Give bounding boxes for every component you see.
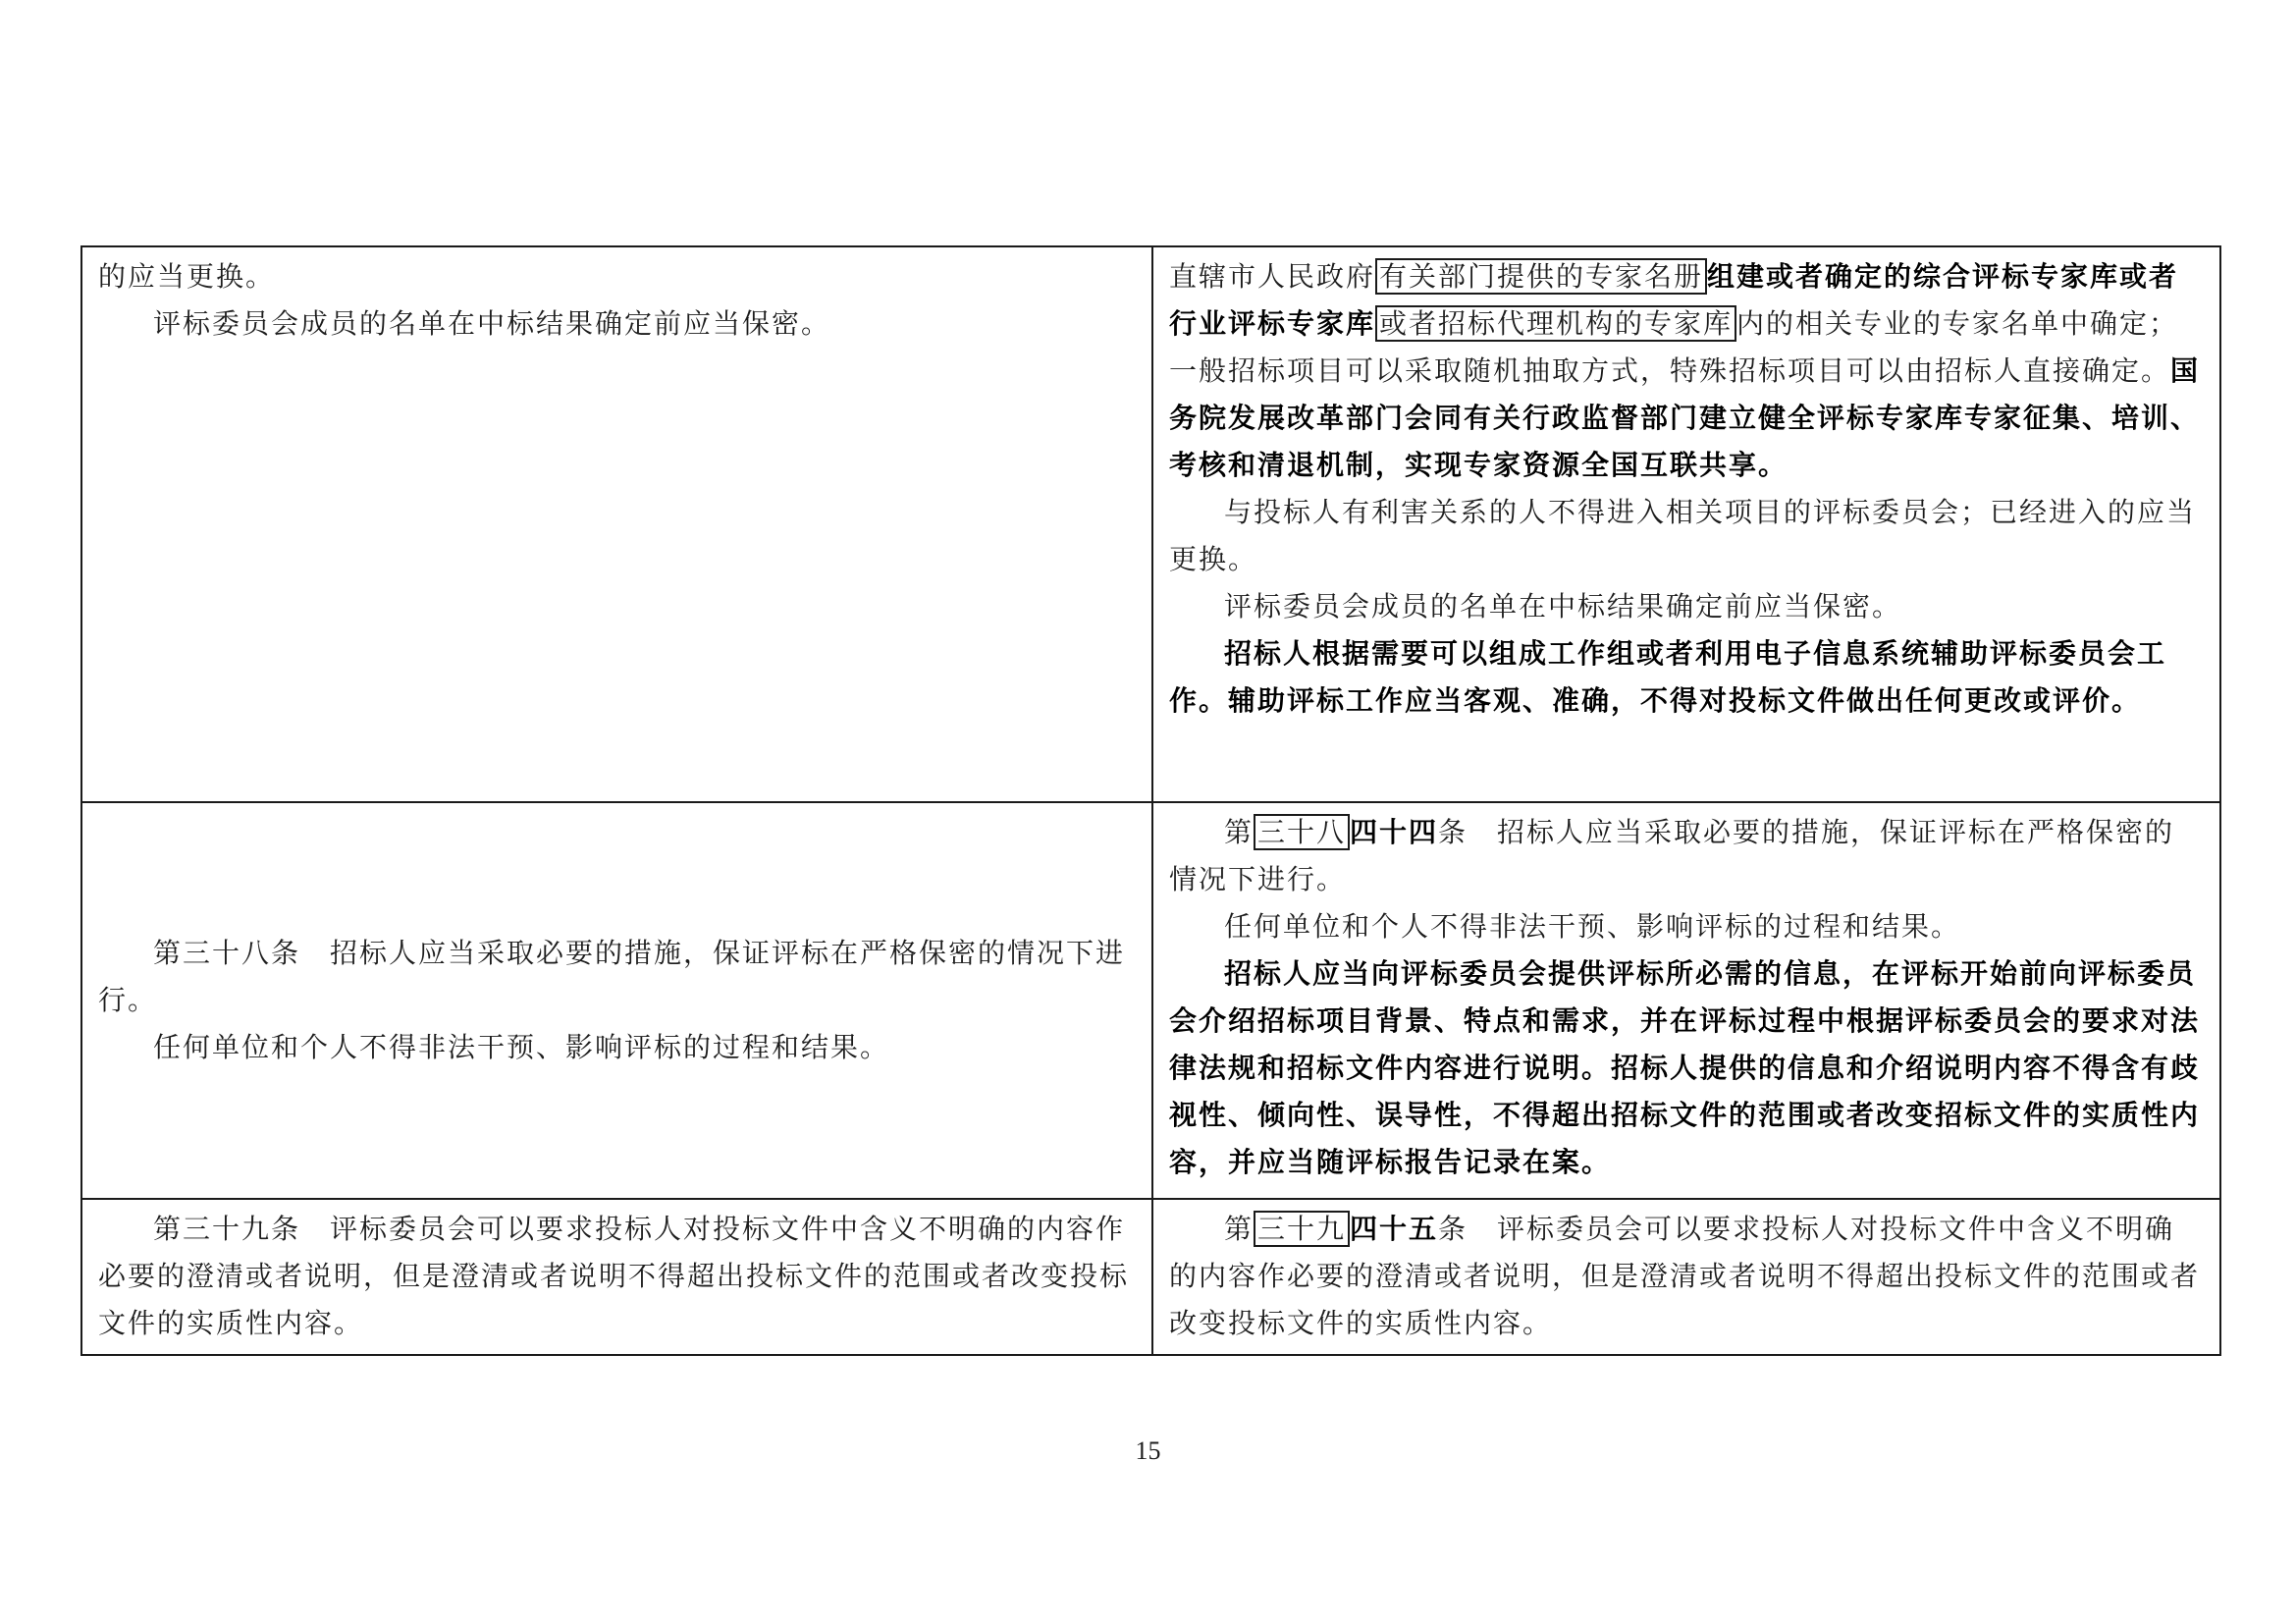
added-text: 组建或者确定的综合评标专家库或者行业评标专家库 xyxy=(1169,260,2179,340)
comparison-table xyxy=(80,245,2221,1356)
original-text-cell xyxy=(81,802,1152,1199)
added-paragraph: 招标人应当向评标委员会提供评标所必需的信息，在评标开始前向评标委员会介绍招标项目背景、特点和需求，并在评标过程中根据评标委员会的要求对法律法规和招标文件内容进行说明。招标人提供的信息和介绍说明内容不得含有歧视性、倾向性、误导性，不得超出招标文件的范围或者改变招标文件的实质性内容，并应当随评标报告记录在案。 xyxy=(1169,957,2201,1178)
paragraph: 任何单位和个人不得非法干预、影响评标的过程和结果。 xyxy=(1224,910,1961,943)
paragraph: 任何单位和个人不得非法干预、影响评标的过程和结果。 xyxy=(153,1031,890,1063)
table-row xyxy=(81,802,2220,1199)
added-text: 四十四 xyxy=(1350,816,1439,848)
page-number: 15 xyxy=(1135,1436,1161,1465)
paragraph: 评标委员会成员的名单在中标结果确定前应当保密。 xyxy=(153,307,831,340)
paragraph xyxy=(1169,809,2204,903)
added-paragraph: 招标人根据需要可以组成工作组或者利用电子信息系统辅助评标委员会工作。辅助评标工作应当客观、准确，不得对投标文件做出任何更改或评价。 xyxy=(1169,637,2167,717)
deleted-text: 三十八 xyxy=(1254,814,1350,850)
table-row xyxy=(81,246,2220,802)
revised-text-cell xyxy=(1152,246,2220,802)
revised-text-cell xyxy=(1152,1199,2220,1355)
paragraph: 评标委员会成员的名单在中标结果确定前应当保密。 xyxy=(1224,590,1902,623)
text: 条 评标委员会可以要求投标人对投标文件中含义不明确的内容作必要的澄清或者说明，但是澄清或者说明不得超出投标文件的范围或者改变投标文件的实质性内容。 xyxy=(1169,1213,2201,1339)
paragraph xyxy=(1169,1206,2204,1347)
text: 条 招标人应当采取必要的措施，保证评标在严格保密的情况下进行。 xyxy=(1169,816,2175,895)
text: 第 xyxy=(1224,816,1255,848)
original-text-cell xyxy=(81,1199,1152,1355)
text: 直辖市人民政府 xyxy=(1169,260,1376,293)
paragraph: 的应当更换。 xyxy=(98,260,276,293)
revised-text-cell xyxy=(1152,802,2220,1199)
paragraph: 第三十八条 招标人应当采取必要的措施，保证评标在严格保密的情况下进行。 xyxy=(98,937,1126,1016)
original-text-cell xyxy=(81,246,1152,802)
added-text: 四十五 xyxy=(1350,1213,1439,1245)
paragraph: 与投标人有利害关系的人不得进入相关项目的评标委员会；已经进入的应当更换。 xyxy=(1169,496,2197,575)
paragraph xyxy=(1169,253,2204,489)
deleted-text: 三十九 xyxy=(1254,1211,1350,1247)
deleted-text: 或者招标代理机构的专家库 xyxy=(1375,305,1736,342)
deleted-text: 有关部门提供的专家名册 xyxy=(1375,258,1707,295)
paragraph: 第三十九条 评标委员会可以要求投标人对投标文件中含义不明确的内容作必要的澄清或者说明，但是澄清或者说明不得超出投标文件的范围或者改变投标文件的实质性内容。 xyxy=(98,1213,1130,1339)
text: 第 xyxy=(1224,1213,1255,1245)
added-text: 国务院发展改革部门会同有关行政监督部门建立健全评标专家库专家征集、培训、考核和清退机制，实现专家资源全国互联共享。 xyxy=(1169,354,2201,481)
text: 内的相关专业的专家名单中确定；一般招标项目可以采取随机抽取方式，特殊招标项目可以由招标人直接确定。 xyxy=(1169,307,2179,387)
table-row xyxy=(81,1199,2220,1355)
